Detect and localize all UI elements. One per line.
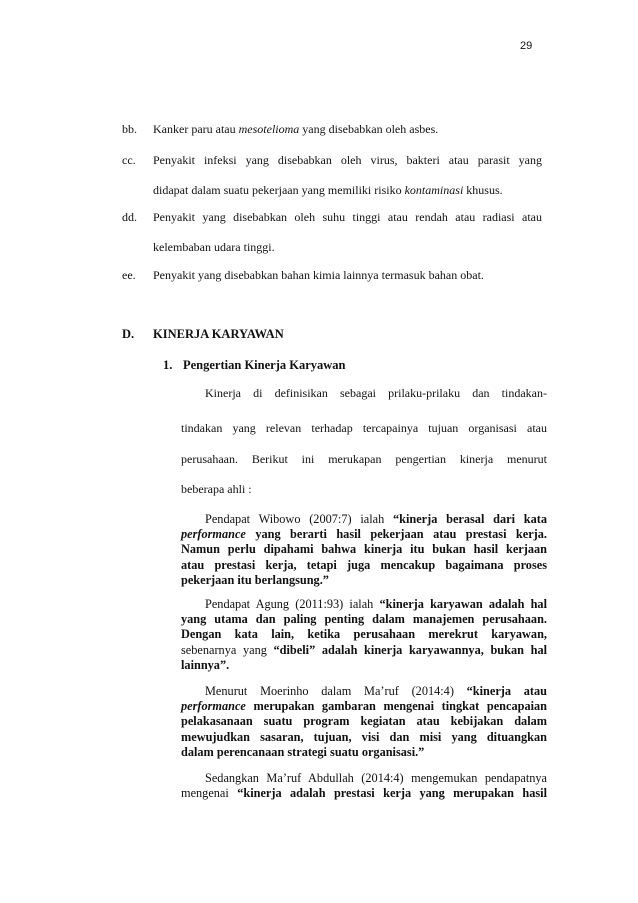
text-run: Penyakit yang disebabkan bahan kimia lainnya termasuk bahan obat. xyxy=(153,268,484,282)
section-title: KINERJA KARYAWAN xyxy=(153,327,284,341)
text-run: “kinerja berasal dari kata xyxy=(392,512,547,526)
quote-paragraph xyxy=(181,597,547,673)
text-run: kelembaban udara tinggi. xyxy=(153,240,275,254)
quote-line xyxy=(181,745,547,760)
text-run: “dibeli” adalah kinerja karyawannya, bukan hal xyxy=(273,642,548,657)
text-run: Penyakit infeksi yang disebabkan oleh virus, bakteri atau parasit yang xyxy=(153,153,542,167)
quote-line xyxy=(181,730,547,745)
quote-line xyxy=(181,714,547,729)
text-run: mengenai xyxy=(181,786,238,801)
quote-line xyxy=(181,542,547,557)
quote-line xyxy=(181,573,547,588)
text-run: Sedangkan Ma’ruf Abdullah (2014:4) mengemukan pendapatnya xyxy=(205,771,547,785)
quote-line xyxy=(181,684,547,699)
list-marker: cc. xyxy=(122,153,136,167)
quote-paragraph xyxy=(181,771,547,801)
quote-line xyxy=(181,699,547,714)
quote-paragraph xyxy=(181,512,547,588)
text-run: khusus. xyxy=(463,183,503,197)
text-run: Menurut Moerinho dalam Ma’ruf (2014:4) xyxy=(205,684,467,698)
intro-line: beberapa ahli : xyxy=(181,482,252,496)
page-number: 29 xyxy=(520,40,533,52)
text-run: yang berarti hasil pekerjaan atau prestasi kerja. xyxy=(245,527,547,542)
text-run: Pendapat Wibowo (2007:7) ialah xyxy=(205,512,393,526)
subsection-marker: 1. xyxy=(163,358,173,372)
text-run: merupakan gambaran mengenai tingkat pencapaian xyxy=(245,699,547,714)
text-run: yang disebabkan oleh asbes. xyxy=(299,122,439,136)
text-run: pelakasanaan suatu program kegiatan atau kebijakan dalam xyxy=(181,714,547,729)
quote-line xyxy=(181,786,547,801)
quote-line xyxy=(181,612,547,627)
intro-line: tindakan yang relevan terhadap tercapainya tujuan organisasi atau xyxy=(181,421,547,435)
quote-line xyxy=(181,527,547,542)
text-run: Kanker paru atau xyxy=(153,122,239,136)
intro-line: perusahaan. Berikut ini merukapan pengertian kinerja menurut xyxy=(181,452,547,466)
text-run: pekerjaan itu berlangsung.” xyxy=(181,572,329,587)
quote-line xyxy=(181,643,547,658)
list-item-line xyxy=(153,122,438,137)
text-run: Dengan kata lain, ketika perusahaan merekrut karyawan, xyxy=(181,627,547,642)
text-run: “kinerja karyawan adalah hal xyxy=(379,597,547,611)
text-run: Penyakit yang disebabkan oleh suhu tinggi atau rendah atau radiasi atau xyxy=(153,210,542,224)
quote-line xyxy=(181,512,547,527)
text-run: dalam perencanaan strategi suatu organisasi.” xyxy=(181,744,425,759)
text-run: Namun perlu dipahami bahwa kinerja itu bukan hasil kerjaan xyxy=(181,542,547,557)
subsection-title: Pengertian Kinerja Karyawan xyxy=(183,358,346,372)
text-run: didapat dalam suatu pekerjaan yang memiliki risiko xyxy=(153,183,405,197)
list-item-line xyxy=(153,183,503,198)
text-run: “kinerja adalah prestasi kerja yang merupakan hasil xyxy=(237,786,547,801)
quote-paragraph xyxy=(181,684,547,760)
list-item-line xyxy=(153,240,275,255)
list-item-line xyxy=(153,210,542,225)
quote-line xyxy=(181,658,547,673)
text-run: mesotelioma xyxy=(238,122,300,136)
text-run: mewujudkan sasaran, tujuan, visi dan misi yang dituangkan xyxy=(181,729,547,744)
list-marker: bb. xyxy=(122,122,137,136)
list-marker: dd. xyxy=(122,210,137,224)
text-run: performance xyxy=(181,527,246,542)
text-run: kontaminasi xyxy=(404,183,464,197)
text-run: performance xyxy=(181,699,246,714)
quote-line xyxy=(181,771,547,786)
list-item-line xyxy=(153,153,542,168)
quote-line xyxy=(181,627,547,642)
text-run: Pendapat Agung (2011:93) ialah xyxy=(205,597,380,611)
list-marker: ee. xyxy=(122,268,136,282)
section-marker: D. xyxy=(122,327,135,341)
list-item-line xyxy=(153,268,484,283)
text-run: sebenarnya yang xyxy=(181,642,274,657)
text-run: yang utama dan paling penting dalam manajemen perusahaan. xyxy=(181,612,547,627)
intro-line: Kinerja di definisikan sebagai prilaku-prilaku dan tindakan- xyxy=(205,386,547,400)
text-run: lainnya”. xyxy=(181,657,230,672)
quote-line xyxy=(181,597,547,612)
quote-line xyxy=(181,558,547,573)
text-run: “kinerja atau xyxy=(466,684,547,698)
text-run: atau prestasi kerja, tetapi juga mencakup bagaimana proses xyxy=(181,557,547,572)
